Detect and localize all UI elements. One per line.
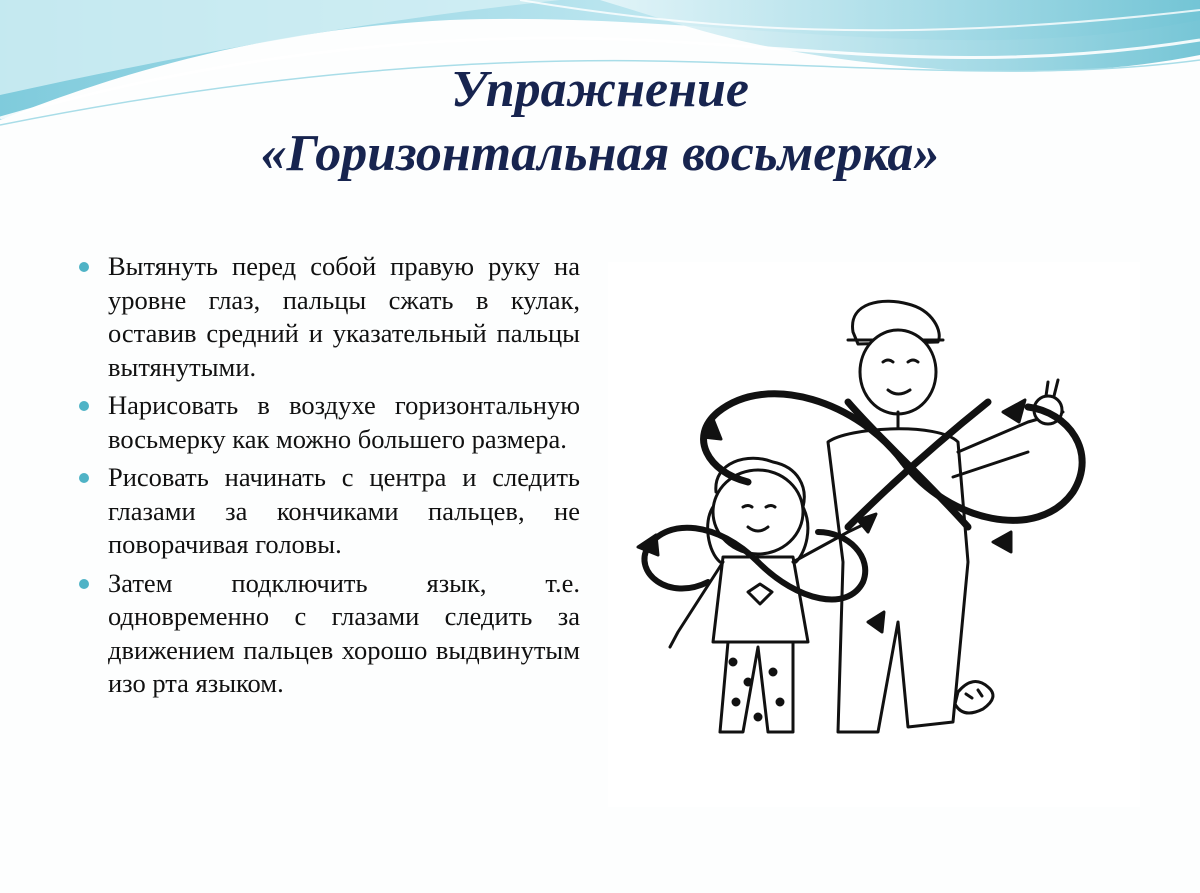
title-line-2: «Горизонтальная восьмерка» [260, 125, 940, 182]
bullet-dot-icon [79, 262, 89, 272]
list-item-text: Нарисовать в воздухе горизонтальную восьмерку как можно большего размера. [108, 390, 580, 454]
bullet-dot-icon [79, 401, 89, 411]
slide-title [0, 58, 1200, 186]
exercise-illustration [608, 262, 1140, 807]
bullet-dot-icon [79, 579, 89, 589]
title-line-1: Упражнение [451, 61, 749, 118]
list-item-text: Затем подключить язык, т.е. одновременно с глазами следить за движением пальцев хорошо выдвинутым изо рта языком. [108, 567, 580, 698]
list-item-text: Рисовать начинать с центра и следить глазами за кончиками пальцев, не поворачивая головы. [108, 462, 580, 559]
list-item-text: Вытянуть перед собой правую руку на уровне глаз, пальцы сжать в кулак, оставив средний и указательный пальцы вытянутыми. [108, 251, 580, 382]
bullet-dot-icon [79, 473, 89, 483]
figure-eight-exercise-drawing-icon [608, 262, 1140, 807]
instruction-list [75, 250, 580, 706]
list-item [75, 461, 580, 562]
list-item [75, 250, 580, 384]
list-item [75, 389, 580, 456]
list-item [75, 567, 580, 701]
